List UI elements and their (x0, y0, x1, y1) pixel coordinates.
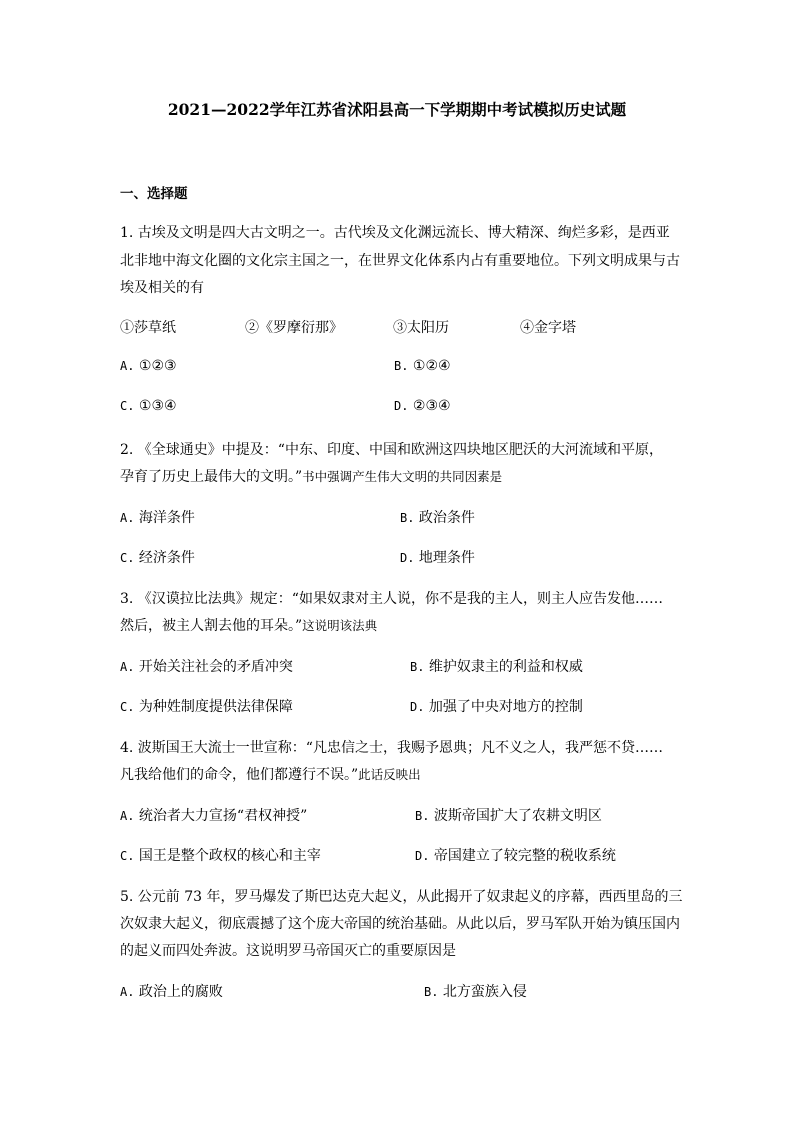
q4-option-c: C. 国王是整个政权的核心和主宰 (120, 848, 321, 864)
q1-option-c: C. ①③④ (120, 398, 177, 414)
q4-option-a: A. 统治者大力宣扬“君权神授” (120, 808, 308, 824)
q5-option-a: A. 政治上的腐败 (120, 984, 223, 1000)
q2-option-d: D. 地理条件 (400, 550, 475, 566)
q2-stem-line1: 2. 《全球通史》中提及：“中东、印度、中国和欧洲这四块地区肥沃的大河流域和平原， (120, 442, 663, 458)
q1-option-d: D. ②③④ (394, 398, 451, 414)
q4-option-b: B. 波斯帝国扩大了农耕文明区 (415, 808, 602, 824)
q1-stem-line2: 北非地中海文化圈的文化宗主国之一，在世界文化体系内占有重要地位。下列文明成果与古 (120, 253, 680, 269)
section-heading: 一、选择题 (120, 186, 188, 202)
page-title: 2021—2022学年江苏省沭阳县高一下学期期中考试模拟历史试题 (167, 100, 627, 119)
q3-option-c: C. 为种姓制度提供法律保障 (120, 699, 293, 715)
q3-stem-line2: 然后，被主人割去他的耳朵。”这说明该法典 (120, 618, 378, 634)
q1-item-2: ②《罗摩衍那》 (245, 320, 343, 336)
q4-stem-line1: 4. 波斯国王大流士一世宣称：“凡忠信之士，我赐予恩典；凡不义之人，我严惩不贷…… (120, 740, 663, 756)
q2-option-a: A. 海洋条件 (120, 510, 195, 526)
q2-stem-line2: 孕育了历史上最伟大的文明。”书中强调产生伟大文明的共同因素是 (120, 469, 503, 485)
q1-option-b: B. ①②④ (394, 358, 451, 374)
q2-option-b: B. 政治条件 (400, 510, 475, 526)
q5-stem-line1: 5. 公元前 73 年，罗马爆发了斯巴达克大起义，从此揭开了奴隶起义的序幕，西西里岛的三 (120, 889, 683, 905)
q1-stem-line1: 1. 古埃及文明是四大古文明之一。古代埃及文化渊远流长、博大精深、绚烂多彩，是西亚 (120, 225, 670, 241)
q1-item-4: ④金字塔 (520, 320, 576, 336)
q5-stem-line3: 的起义而四处奔波。这说明罗马帝国灭亡的重要原因是 (120, 943, 456, 959)
q3-option-a: A. 开始关注社会的矛盾冲突 (120, 659, 293, 675)
q5-option-b: B. 北方蛮族入侵 (424, 984, 527, 1000)
q5-stem-line2: 次奴隶大起义，彻底震撼了这个庞大帝国的统治基础。从此以后，罗马军队开始为镇压国内 (120, 916, 680, 932)
q2-option-c: C. 经济条件 (120, 550, 195, 566)
q4-stem-line2: 凡我给他们的命令，他们都遵行不误。”此话反映出 (120, 767, 421, 783)
q1-item-1: ①莎草纸 (120, 320, 176, 336)
q1-item-3: ③太阳历 (393, 320, 449, 336)
q1-stem-line3: 埃及相关的有 (120, 280, 204, 296)
q3-option-d: D. 加强了中央对地方的控制 (410, 699, 583, 715)
q4-option-d: D. 帝国建立了较完整的税收系统 (415, 848, 616, 864)
q3-option-b: B. 维护奴隶主的利益和权威 (410, 659, 583, 675)
q1-option-a: A. ①②③ (120, 358, 177, 374)
q3-stem-line1: 3. 《汉谟拉比法典》规定：“如果奴隶对主人说，你不是我的主人，则主人应告发他…… (120, 591, 663, 607)
